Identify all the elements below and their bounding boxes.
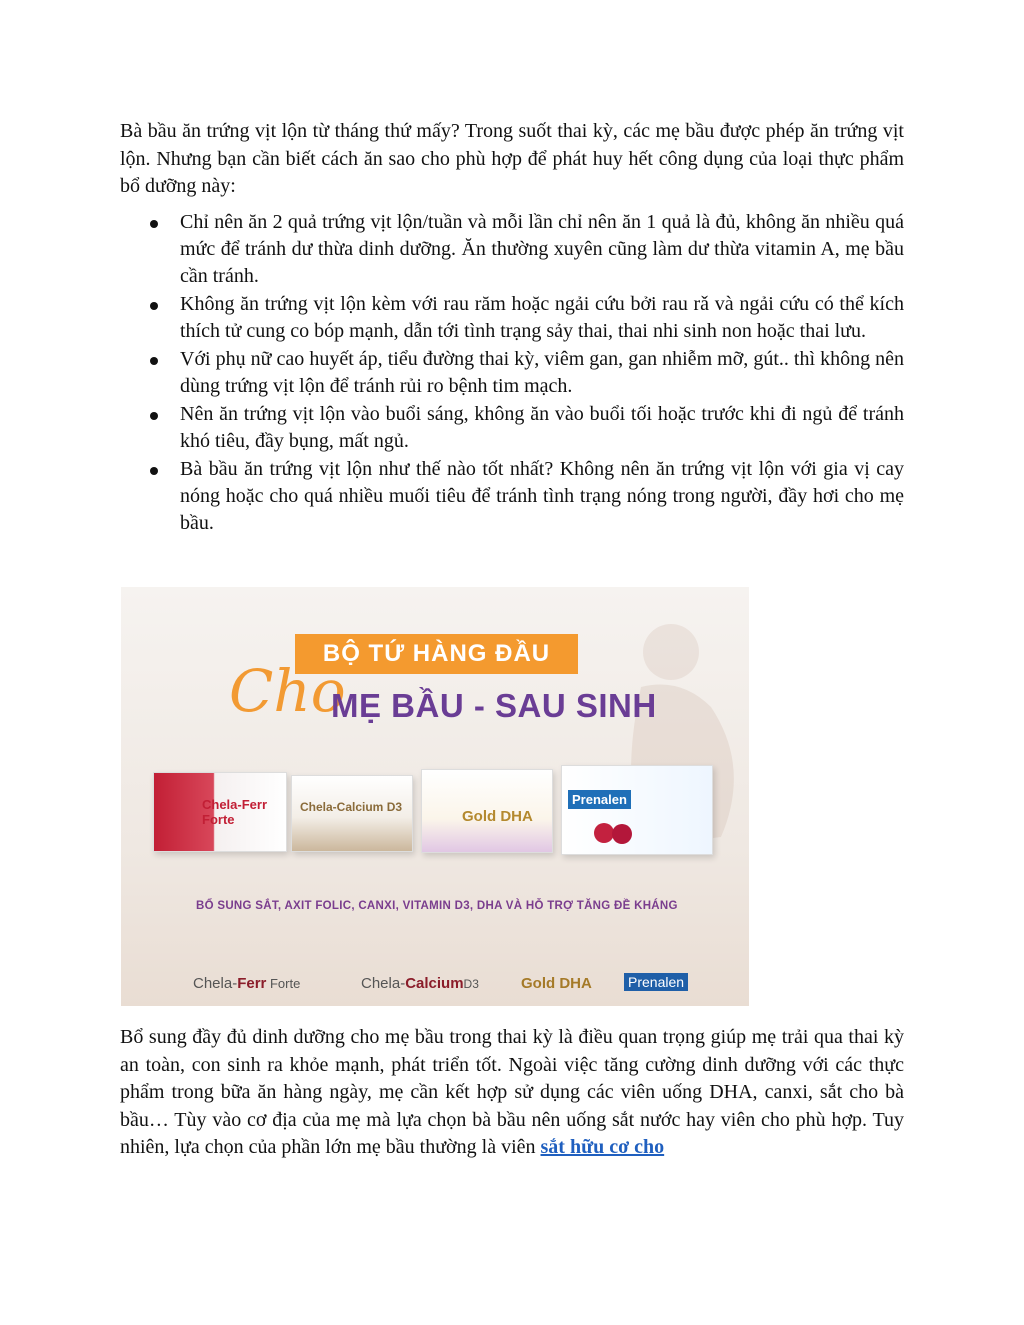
article-body: [120, 118, 904, 538]
bullet-icon: [150, 357, 158, 365]
tips-list: [120, 209, 904, 537]
bullet-icon: [150, 302, 158, 310]
bullet-icon: [150, 467, 158, 475]
intro-paragraph: Bà bầu ăn trứng vịt lộn từ tháng thứ mấy? Trong suốt thai kỳ, các mẹ bầu được phép ăn trứng vịt lộn. Nhưng bạn cần biết cách ăn sao cho phù hợp để phát huy hết công dụng của loại thực phẩm bổ dưỡng này:: [120, 120, 904, 197]
brand-logo-chela-ferr: Chela-Ferr Forte: [193, 975, 301, 992]
brand-logo-chela-calcium: Chela-CalciumD3: [361, 975, 479, 992]
product-banner-image: [121, 587, 749, 1006]
banner-cho-script: Cho: [229, 657, 346, 725]
outro-paragraph: Bổ sung đầy đủ dinh dưỡng cho mẹ bầu trong thai kỳ là điều quan trọng giúp mẹ trải qua thai kỳ an toàn, con sinh ra khỏe mạnh, phát triển tốt. Ngoài việc tăng cường dinh dưỡng với các thực phẩm trong bữa ăn hàng ngày, mẹ cần kết hợp sử dụng các viên uống DHA, canxi, sắt cho bà bầu… Tùy vào cơ địa của mẹ mà lựa chọn bà bầu nên uống sắt nước hay viên cho phù hợp. Tuy nhiên, lựa chọn của phần lớn mẹ bầu thường là viên sắt hữu cơ cho: [120, 1026, 904, 1158]
banner-headline: MẸ BẦU - SAU SINH: [331, 687, 657, 724]
raspberry-icon: [592, 818, 636, 848]
list-item: Không ăn trứng vịt lộn kèm với rau răm hoặc ngải cứu bởi rau rǎ và ngải cứu có thể kích thích tử cung co bóp mạnh, dẫn tới tình trạng sảy thai, thai nhi sinh non hoặc thai lưu.: [120, 291, 904, 345]
product-box-chela-ferr: Chela-Ferr Forte: [153, 772, 287, 852]
bullet-icon: [150, 412, 158, 420]
brand-logo-gold-dha: Gold DHA: [521, 975, 592, 992]
banner-tag: BỘ TỨ HÀNG ĐẦU: [295, 634, 578, 674]
product-box-chela-calcium: Chela-Calcium D3: [291, 775, 413, 852]
list-item: Nên ăn trứng vịt lộn vào buổi sáng, không ăn vào buổi tối hoặc trước khi đi ngủ để tránh khó tiêu, đầy bụng, mất ngủ.: [120, 401, 904, 455]
banner-tagline: BỔ SUNG SẮT, AXIT FOLIC, CANXI, VITAMIN D3, DHA VÀ HỖ TRỢ TĂNG ĐỀ KHÁNG: [196, 900, 678, 912]
brand-logo-prenalen: Prenalen: [624, 973, 688, 991]
list-item: Bà bầu ăn trứng vịt lộn như thế nào tốt nhất? Không nên ăn trứng vịt lộn với gia vị cay nóng hoặc cho quá nhiều muối tiêu để tránh tình trạng nóng trong người, đầy hơi cho mẹ bầu.: [120, 456, 904, 537]
bullet-icon: [150, 220, 158, 228]
product-box-prenalen: Prenalen: [561, 765, 713, 855]
list-item: Chỉ nên ăn 2 quả trứng vịt lộn/tuần và mỗi lần chỉ nên ăn 1 quả là đủ, không ăn nhiều quá mức để tránh dư thừa dinh dưỡng. Ăn thường xuyên cũng làm dư thừa vitamin A, mẹ bầu cần tránh.: [120, 209, 904, 290]
product-box-gold-dha: Gold DHA: [421, 769, 553, 853]
list-item: Với phụ nữ cao huyết áp, tiểu đường thai kỳ, viêm gan, gan nhiễm mỡ, gút.. thì không nên dùng trứng vịt lộn để tránh rủi ro bệnh tim mạch.: [120, 346, 904, 400]
outro-section: [120, 1024, 904, 1162]
organic-iron-link[interactable]: sắt hữu cơ cho: [540, 1136, 665, 1158]
